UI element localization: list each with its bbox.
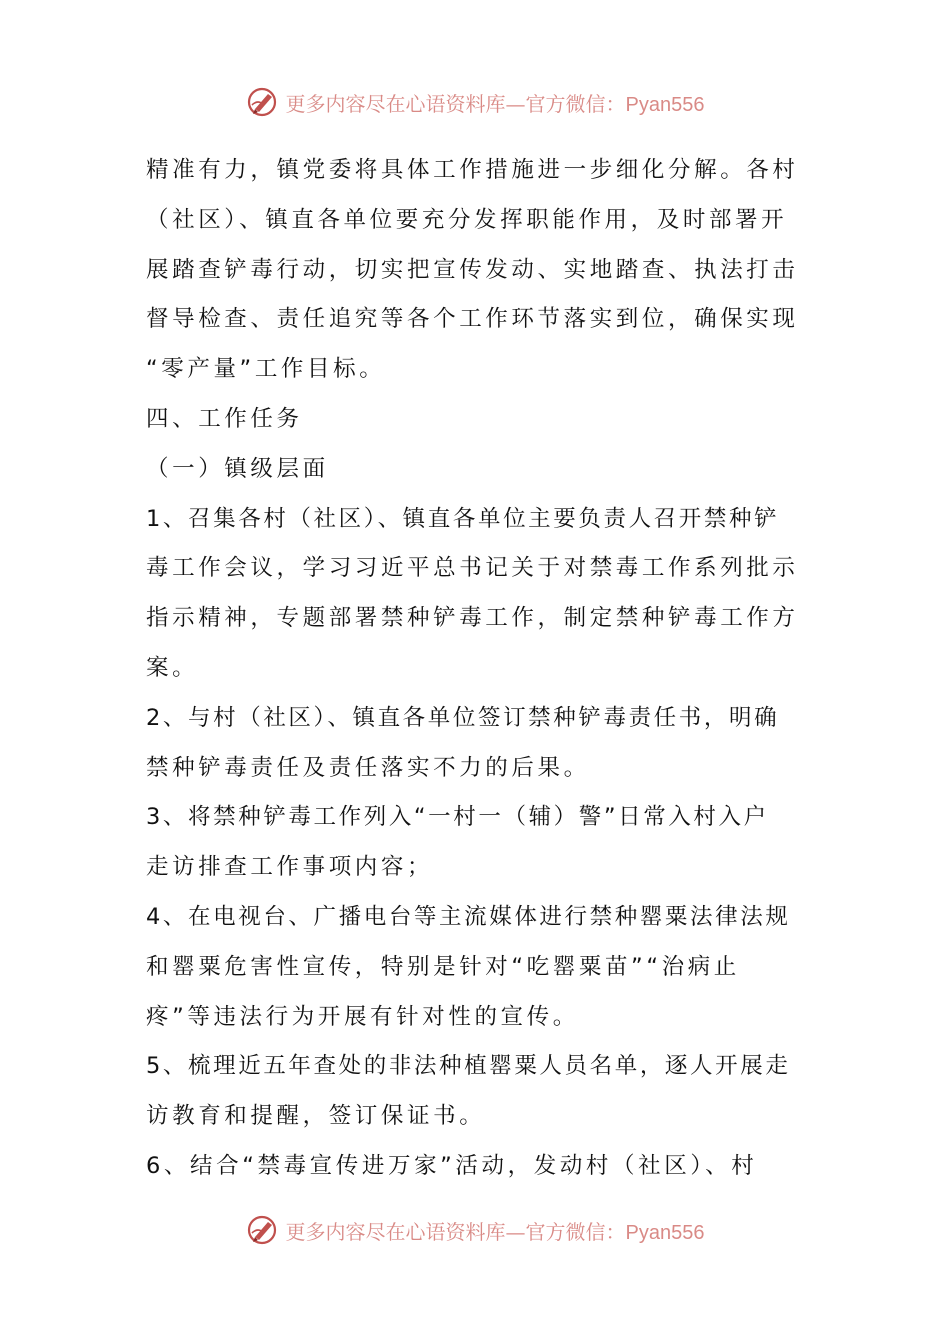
header-watermark [0,82,950,122]
watermark-text: 更多内容尽在心语资料库—官方微信：Pyan556 [285,1219,705,1244]
text-line: 走访排查工作事项内容； [146,854,434,881]
pen-logo-icon [246,1213,280,1247]
text-line: 5、梳理近五年查处的非法种植罂粟人员名单，逐人开展走 [146,1053,791,1080]
footer-watermark [0,1210,950,1250]
section-heading: 四、工作任务 [146,405,303,432]
text-line: 毒工作会议，学习习近平总书记关于对禁毒工作系列批示 [146,555,799,582]
watermark-wechat-id: Pyan556 [625,93,705,116]
subsection-heading: （一）镇级层面 [146,455,329,482]
text-line: “零产量”工作目标。 [146,356,386,383]
document-body [146,146,806,1192]
text-line: 4、在电视台、广播电台等主流媒体进行禁种罂粟法律法规 [146,903,791,930]
text-line: 督导检查、责任追究等各个工作环节落实到位，确保实现 [146,306,799,333]
text-line: 展踏查铲毒行动，切实把宣传发动、实地踏查、执法打击 [146,256,799,283]
text-line: 3、将禁种铲毒工作列入“一村一（辅）警”日常入村入户 [146,804,769,831]
text-line: 1、召集各村（社区）、镇直各单位主要负责人召开禁种铲 [146,505,780,532]
text-line: 和罂粟危害性宣传，特别是针对“吃罂粟苗”“治病止 [146,953,740,980]
pen-logo-icon [246,85,280,119]
text-line: （社区）、镇直各单位要充分发挥职能作用，及时部署开 [146,206,788,233]
text-line: 疼”等违法行为开展有针对性的宣传。 [146,1003,579,1030]
text-line: 禁种铲毒责任及责任落实不力的后果。 [146,754,590,781]
text-line: 精准有力，镇党委将具体工作措施进一步细化分解。各村 [146,157,799,183]
watermark-text: 更多内容尽在心语资料库—官方微信：Pyan556 [285,91,705,116]
text-line: 指示精神，专题部署禁种铲毒工作，制定禁种铲毒工作方 [146,605,799,632]
text-line: 案。 [146,654,199,681]
text-line: 2、与村（社区）、镇直各单位签订禁种铲毒责任书，明确 [146,704,780,731]
watermark-wechat-id: Pyan556 [625,1221,705,1244]
text-line: 访教育和提醒，签订保证书。 [146,1103,486,1130]
text-line: 6、结合“禁毒宣传进万家”活动，发动村（社区）、村 [146,1152,758,1179]
